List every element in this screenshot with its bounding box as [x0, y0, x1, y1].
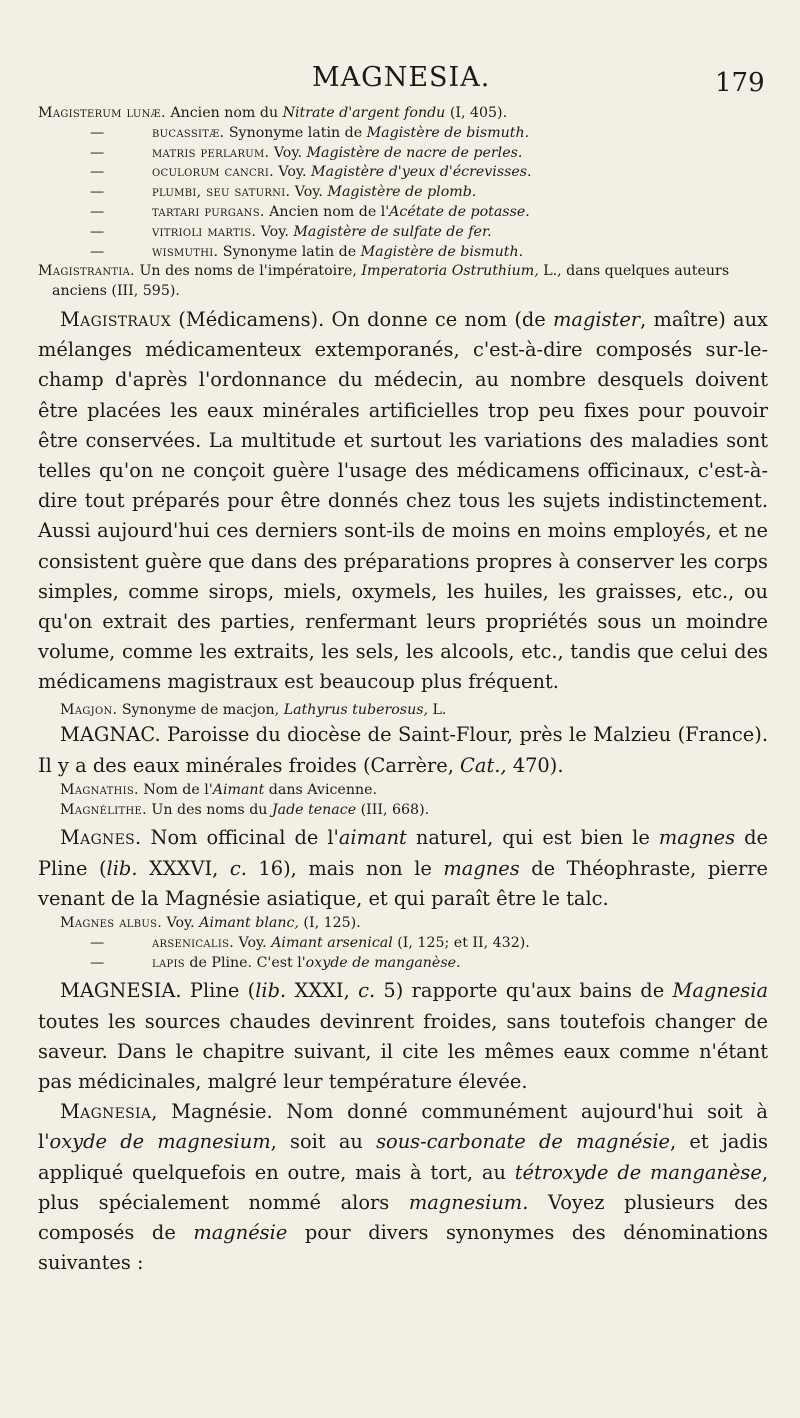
entry-headword: Magistrantia. [38, 263, 135, 280]
entry-italic: sous-carbonate de magnésie [376, 1130, 671, 1154]
entry-headword: wismuthi. [152, 243, 219, 260]
entry-tail: (I, 125; et II, 432). [392, 934, 530, 951]
entry-headword: MAGNESIA. [60, 979, 182, 1003]
entry-text: 16), mais non le [246, 856, 444, 880]
entry-magisterum-sub [38, 223, 768, 243]
entry-italic: magnésie [193, 1221, 288, 1245]
entry-italic: magnes [443, 856, 520, 880]
entry-italic: magnesium. [408, 1190, 529, 1214]
entry-italic: oxyde de magnesium [49, 1130, 271, 1154]
entry-italic: magnes [658, 826, 736, 850]
entry-italic: lib. [106, 856, 138, 880]
entry-italic: oxyde de manganèse. [305, 954, 461, 971]
ditto-dash: — [90, 164, 105, 181]
entry-magisterum-lunae [38, 104, 768, 124]
entry-italic: tétroxyde de manganèse [514, 1160, 762, 1184]
entry-text: 5) rapporte qu'aux bains de [375, 979, 673, 1003]
entry-italic: Cat., [460, 753, 507, 777]
entry-text: Un des noms de l'impératoire, [134, 263, 362, 280]
entry-text: Pline ( [181, 979, 256, 1003]
entry-headword: Magnathis. [60, 781, 139, 798]
entry-text: Paroisse du diocèse de Saint-Flour, près le Malzieu (France). Il y a des eaux minérales froides (Carrère, [38, 723, 768, 777]
entry-text: Voy. [269, 144, 307, 161]
entry-magnes-sub [38, 934, 768, 954]
entry-magistrantia [38, 262, 768, 302]
entry-headword: Magnélithe. [60, 801, 147, 818]
entry-text: toutes les sources chaudes devinrent froides, sans toutefois changer de saveur. Dans le chapitre suivant, il cite les mêmes eaux comme n'étant pas médicinales, malgré leur température élevée. [38, 1009, 768, 1094]
entry-magnesia-pline [38, 976, 768, 1097]
entry-tail: dans Avicenne. [264, 781, 378, 798]
entry-italic: Magistère d'yeux d'écrevisses. [311, 164, 532, 181]
entry-text: de Théophraste, pierre venant de la Magnésie asiatique, et qui paraît être le talc. [38, 856, 768, 910]
ditto-dash: — [90, 203, 105, 220]
entry-magnac [38, 720, 768, 780]
entry-text: pour divers synonymes des dénominations suivantes : [38, 1221, 769, 1275]
entry-italic: lib. [255, 979, 287, 1003]
entry-text: Voy. [273, 164, 312, 181]
entry-text: Voy. [162, 915, 200, 932]
entry-magisterum-sub [38, 124, 768, 144]
entry-magistraux [38, 305, 768, 698]
entry-magnes-sub [38, 954, 768, 974]
entry-headword: Magnes albus. [60, 915, 163, 932]
ditto-dash: — [90, 954, 105, 971]
entry-text: Voy. [234, 934, 272, 951]
page-number: 179 [715, 68, 765, 98]
entry-tail: (I, 125). [298, 915, 361, 932]
page-body [38, 104, 768, 1278]
entry-text: , Magnésie. Nom donné communément aujourd'hui soit à l' [38, 1100, 768, 1154]
entry-italic: Magnesia [672, 979, 769, 1003]
entry-text: , maître) aux mélanges médicamenteux extemporanés, c'est-à-dire composés sur-le-champ d'après l'ordonnance du médecin, au nombre desquels doivent être placées les eaux minérales artificielles trop peu fixes pour pouvoir être conservées. La multitude et surtout les variations des maladies sont telles qu'on ne conçoit guère l'usage des médicamens officinaux, c'est-à-dire tout préparés pour être donnés chez tous les sujets indistinctement. Aussi aujourd'hui ces derniers sont-ils de moins en moins employés, et ne consistent guère que dans des préparations propres à conserver les corps simples, comme sirops, miels, oxymels, les huiles, les graisses, etc., ou qu'on extrait des parties, renfermant leurs propriétés sous un moindre volume, comme les extraits, les sels, les alcools, etc., tandis que celui des médicamens magistraux est beaucoup plus fréquent. [38, 307, 768, 694]
entry-magisterum-sub [38, 183, 768, 203]
entry-magnesia-magnesie [38, 1097, 768, 1278]
entry-text: XXXI, [286, 979, 359, 1003]
entry-headword: arsenicalis. [152, 934, 235, 951]
entry-text: , soit au [270, 1130, 377, 1154]
entry-text: Voy. [290, 184, 328, 201]
entry-italic: Aimant arsenical [271, 934, 393, 951]
entry-headword: matris perlarum. [152, 144, 270, 161]
entry-text: , plus spécialement nommé alors [38, 1160, 768, 1214]
entry-italic: Magistère de plomb. [327, 184, 477, 201]
entry-headword: vitrioli martis. [152, 223, 257, 240]
entry-text: de Pline. C'est l' [184, 954, 306, 971]
entry-magnes-albus [38, 914, 768, 934]
entry-text: (Médicamens). On donne ce nom (de [171, 307, 554, 331]
entry-tail: (III, 668). [356, 801, 430, 818]
entry-text: , et jadis appliqué quelquefois en outre, mais à tort, au [38, 1130, 768, 1184]
entry-headword: Magisterum lunæ. [38, 105, 166, 121]
entry-text: Un des noms du [146, 801, 272, 818]
entry-italic: Aimant [212, 781, 265, 798]
entry-italic: aimant [338, 826, 407, 850]
entry-headword: Magistraux [60, 307, 172, 331]
entry-headword: tartari purgans. [152, 203, 265, 220]
entry-text: de Pline ( [38, 826, 768, 880]
entry-magisterum-sub [38, 163, 768, 183]
entry-magnelithe [38, 801, 768, 821]
entry-headword: MAGNAC. [60, 723, 161, 747]
page-header [0, 62, 800, 102]
entry-italic: Acétate de potasse. [389, 203, 530, 220]
entry-magnathis [38, 781, 768, 801]
entry-tail: (I, 405). [445, 105, 508, 121]
entry-headword: Magnes. [60, 826, 142, 850]
entry-italic: Magistère de sulfate de fer. [293, 223, 492, 240]
entry-italic: Magistère de bismuth. [366, 124, 530, 141]
running-head: MAGNESIA. [312, 62, 491, 93]
entry-text: XXXVI, [137, 856, 230, 880]
entry-headword: Magjon. [60, 701, 118, 718]
entry-text: Voy. [256, 223, 294, 240]
ditto-dash: — [90, 144, 105, 161]
entry-text: Nom de l' [138, 781, 213, 798]
entry-text: Nom officinal de l' [141, 826, 339, 850]
entry-italic: c. [358, 979, 376, 1003]
ditto-dash: — [90, 223, 105, 240]
entry-tail: L. [428, 701, 447, 718]
entry-italic: c. [229, 856, 247, 880]
entry-headword: bucassitæ. [152, 124, 225, 141]
entry-text: Ancien nom du [165, 105, 283, 121]
entry-headword: Magnesia [60, 1100, 152, 1124]
entry-magjon [38, 701, 768, 721]
entry-text: Synonyme latin de [218, 243, 361, 260]
entry-magisterum-sub [38, 243, 768, 263]
entry-italic: Jade tenace [271, 801, 357, 818]
entry-italic: Magistère de nacre de perles. [306, 144, 523, 161]
entry-italic: Aimant blanc, [199, 915, 299, 932]
ditto-dash: — [90, 243, 105, 260]
entry-text: Synonyme de macjon, [117, 701, 284, 718]
ditto-dash: — [90, 184, 105, 201]
entry-headword: oculorum cancri. [152, 164, 274, 181]
entry-magisterum-sub [38, 144, 768, 164]
entry-italic: Imperatoria Ostruthium, [361, 263, 539, 280]
entry-magnes [38, 823, 768, 914]
entry-headword: plumbi, seu saturni. [152, 184, 291, 201]
entry-text: Voyez plusieurs des composés de [38, 1190, 769, 1245]
entry-text: Ancien nom de l' [264, 203, 390, 220]
entry-text: naturel, qui est bien le [406, 826, 659, 850]
entry-magisterum-sub [38, 203, 768, 223]
ditto-dash: — [90, 934, 105, 951]
entry-text: Synonyme latin de [224, 124, 367, 141]
ditto-dash: — [90, 124, 105, 141]
entry-italic: Magistère de bismuth. [360, 243, 524, 260]
entry-headword: lapis [152, 954, 185, 971]
entry-italic: magister [553, 307, 641, 331]
entry-italic: Nitrate d'argent fondu [282, 105, 446, 121]
entry-italic: Lathyrus tuberosus, [283, 701, 428, 718]
entry-tail: L., dans quelques auteurs anciens (III, 595). [52, 263, 730, 300]
entry-tail: 470). [506, 753, 564, 777]
